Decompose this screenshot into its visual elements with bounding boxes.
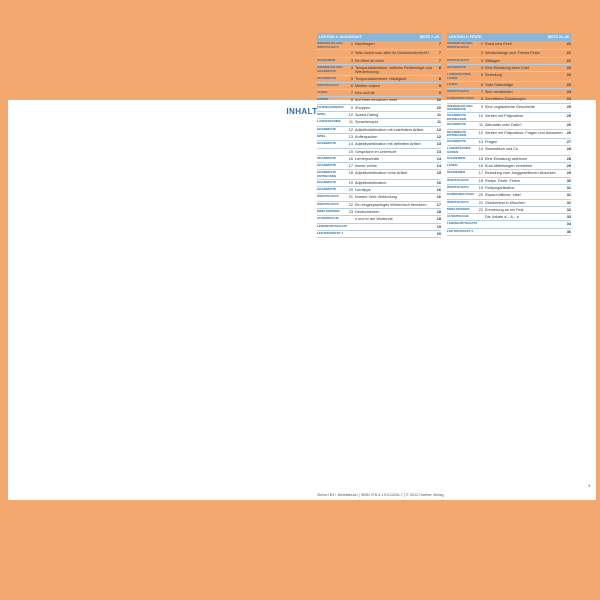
toc-page: 7 — [438, 42, 441, 46]
toc-number: 13 — [478, 140, 483, 145]
toc-row — [447, 130, 571, 139]
toc-page: 7 — [438, 51, 441, 56]
toc-row — [317, 149, 441, 156]
toc-category: WORTSCHATZ — [447, 177, 469, 182]
toc-number: 21 — [348, 195, 353, 200]
toc-category: WORTSCHATZ — [317, 194, 339, 199]
toc-text: Partyorganisation — [485, 186, 515, 190]
toc-number: 12 — [348, 127, 353, 132]
toc-row — [317, 170, 441, 179]
toc-row — [317, 105, 441, 112]
toc-page: 22 — [566, 73, 571, 78]
toc-row — [447, 229, 571, 236]
toc-text: Sprachenquiz — [355, 120, 379, 125]
toc-number: 22 — [478, 207, 483, 212]
toc-category: WIEDERHOLUNG WORTSCHATZ — [447, 41, 473, 49]
toc-number: 7 — [480, 90, 483, 94]
toc-number: 20 — [348, 188, 353, 193]
toc-page: 26 — [566, 130, 571, 135]
toc-page: 26 — [566, 123, 571, 128]
toc-category: LANDESKUNDE HÖREN — [447, 146, 471, 155]
toc-row — [447, 96, 571, 103]
toc-text: Temporaladverbien: Häufigkeit — [355, 76, 407, 81]
toc-category: GRAMMATIK ENTDECKEN — [317, 170, 337, 179]
toc-row — [447, 200, 571, 207]
toc-category: LESEN — [447, 81, 458, 86]
lesson-pages: SEITE 7–20 — [419, 35, 439, 39]
toc-text: Auf einer einsamen Insel — [355, 98, 397, 103]
toc-text: Oktoberfest in München — [485, 200, 526, 205]
toc-rows — [447, 41, 571, 236]
toc-row — [447, 156, 571, 163]
toc-category: GRAMMATIK — [447, 65, 467, 69]
toc-page: 32 — [566, 207, 571, 212]
toc-row — [447, 139, 571, 146]
toc-category: AUSSPRACHE — [447, 214, 469, 219]
toc-number: 23 — [348, 210, 353, 215]
toc-page: 19 — [436, 224, 441, 229]
toc-page: 17 — [436, 202, 441, 207]
toc-number: 5 — [350, 76, 353, 81]
toc-text: Adjektivdeklination mit definitem Artikel — [355, 142, 421, 147]
toc-text: Adjektivdeklination — [355, 180, 387, 185]
toc-row — [317, 97, 441, 104]
toc-category: WORTSCHATZ — [447, 185, 469, 189]
lesson-pages: SEITE 21–36 — [547, 35, 569, 39]
toc-page: 21 — [566, 42, 571, 46]
toc-number: 9 — [480, 104, 483, 109]
toc-row — [317, 141, 441, 148]
toc-category: SCHREIBEN — [447, 170, 466, 175]
toc-page: 8 — [438, 76, 441, 81]
toc-number: 5 — [480, 73, 483, 78]
toc-number: 10 — [478, 114, 483, 118]
toc-text: Adjektivdeklination mit indefinitem Artikel — [355, 127, 424, 132]
toc-row — [447, 122, 571, 129]
toc-number — [345, 231, 355, 232]
toc-page: 11 — [436, 120, 441, 125]
toc-page: 13 — [436, 142, 441, 147]
toc-page: 34 — [566, 222, 571, 227]
toc-row — [447, 221, 571, 228]
toc-category: LERNWORTSCHATZ — [447, 221, 478, 226]
toc-text: Erinnerung an ein Fest — [485, 207, 524, 212]
toc-category: SPIEL — [317, 112, 326, 117]
toc-page: 28 — [566, 147, 571, 152]
toc-row — [317, 41, 441, 50]
lesson-title: LEKTION 2: FESTE — [449, 35, 482, 39]
toc-page: 21 — [566, 51, 571, 56]
toc-number: 17 — [478, 171, 483, 176]
toc-page: 32 — [566, 200, 571, 205]
toc-text: Adjektivdeklination ohne Artikel — [355, 171, 408, 176]
toc-row — [447, 113, 571, 122]
toc-page: 27 — [566, 140, 571, 145]
toc-category: WORTSCHATZ — [447, 57, 469, 62]
toc-page: 16 — [436, 180, 441, 185]
toc-category: MEIN DOSSIER — [317, 209, 340, 214]
toc-number: 2 — [480, 51, 483, 56]
toc-text: Partys, Feste, Feiern — [485, 178, 521, 183]
toc-text: Deutschlernen — [355, 210, 380, 215]
toc-text: Etwas höflicher, bitte! — [485, 193, 521, 198]
toc-category — [447, 50, 475, 51]
toc-page: 16 — [436, 188, 441, 193]
toc-category: LEKTIONSTEST 1 — [317, 230, 344, 235]
toc-category: LANDESKUNDE LESEN — [447, 72, 471, 80]
toc-category — [317, 50, 345, 51]
toc-text: Fragen — [485, 140, 498, 145]
toc-page: 9 — [438, 83, 441, 88]
toc-page: 30 — [566, 178, 571, 183]
toc-category — [317, 149, 345, 150]
toc-row — [317, 119, 441, 126]
toc-text: Speed-Dating — [355, 113, 379, 118]
toc-page: 18 — [436, 210, 441, 215]
toc-row — [317, 231, 441, 238]
toc-row — [317, 65, 441, 76]
toc-category: LESEN — [447, 163, 458, 168]
toc-category: KOMMUNIKATION — [447, 96, 474, 101]
toc-row — [447, 82, 571, 89]
toc-text: Medien nutzen — [355, 83, 380, 88]
toc-category: GRAMMATIK — [317, 155, 337, 160]
toc-text: Einladung — [485, 73, 502, 78]
toc-page: 31 — [566, 186, 571, 190]
toc-number: 11 — [479, 123, 483, 128]
toc-number: 9 — [350, 105, 353, 110]
toc-number: 3 — [480, 58, 483, 63]
toc-number: 8 — [480, 97, 483, 102]
toc-page: 24 — [566, 90, 571, 94]
toc-category: WIEDERHOLUNG GRAMMATIK — [447, 103, 473, 112]
toc-category: SCHREIBEN — [317, 57, 336, 62]
toc-number — [475, 229, 485, 230]
toc-number: 3 — [350, 58, 353, 63]
toc-number: 11 — [349, 120, 353, 125]
toc-number: 6 — [350, 83, 353, 88]
toc-page: 28 — [566, 156, 571, 161]
toc-text: Shoppen — [355, 105, 371, 110]
footer-imprint: Sicher! B1+ Arbeitsbuch | ISBN 978-3-19-011206-7 | © 2012 Hueber Verlag — [317, 493, 444, 497]
toc-text: Eine Einladung ablehnen — [485, 156, 528, 161]
toc-category: WIEDERHOLUNG GRAMMATIK — [317, 65, 343, 73]
toc-category: HÖREN — [317, 97, 329, 102]
toc-row — [317, 209, 441, 216]
toc-text: Kofferpacken — [355, 134, 378, 139]
toc-category: WIEDERHOLUNG WORTSCHATZ — [317, 41, 343, 49]
toc-category: LEKTIONSTEST 2 — [447, 228, 474, 233]
toc-page: 24 — [566, 97, 571, 102]
toc-page: 10 — [436, 98, 441, 103]
toc-page: 15 — [436, 171, 441, 176]
toc-text: e und er am Wortende — [355, 217, 393, 222]
toc-text: Neu und alt — [355, 91, 375, 96]
toc-column-lektion-2 — [447, 33, 571, 236]
toc-category: SCHREIBEN — [447, 155, 466, 160]
toc-row — [317, 216, 441, 223]
toc-row — [447, 89, 571, 96]
toc-page: 11 — [436, 113, 441, 118]
page-title: INHALT — [286, 107, 318, 116]
toc-number: 7 — [350, 91, 353, 96]
toc-text: Was macht man alles im Deutschunterricht? — [355, 51, 430, 56]
lesson-title: LEKTION 1: IN KONTAKT — [319, 35, 362, 39]
toc-text: Wortschlange zum Thema Feste — [485, 51, 540, 56]
toc-number: 8 — [350, 98, 353, 103]
toc-row — [317, 127, 441, 134]
toc-page: 8 — [438, 66, 441, 70]
toc-page: 23 — [566, 82, 571, 87]
toc-page: 14 — [436, 156, 441, 161]
toc-page: 31 — [566, 193, 571, 198]
toc-category: GRAMMATIK ENTDECKEN — [447, 129, 467, 138]
toc-number: 1 — [350, 42, 353, 46]
toc-header — [317, 33, 441, 41]
toc-page: 20 — [436, 231, 441, 236]
toc-text: Nomen-Verb-Verbindung — [355, 195, 397, 200]
toc-number: 21 — [478, 200, 483, 205]
toc-category: GRAMMATIK — [317, 141, 337, 146]
toc-column-lektion-1 — [317, 33, 441, 238]
toc-category: GRAMMATIK — [317, 179, 337, 184]
toc-text: Lernerporträts — [355, 156, 379, 161]
toc-text: Kurz-Mitteilungen verstehen — [485, 164, 533, 169]
toc-text: Temporaladverbien: zeitliche Reihenfolge und Wiederholung — [355, 66, 432, 75]
toc-page: 36 — [566, 229, 571, 234]
toc-number: 19 — [478, 186, 483, 190]
toc-category: GRAMMATIK — [317, 163, 337, 168]
toc-category: SPIEL — [317, 133, 326, 138]
toc-text: Gute Ratschläge — [485, 82, 514, 87]
toc-row — [447, 146, 571, 155]
toc-number: 20 — [478, 193, 483, 198]
toc-page: 18 — [436, 217, 441, 222]
toc-page: 25 — [566, 104, 571, 109]
toc-text: Die Vokale a – ä – e — [485, 215, 519, 220]
toc-text: Rund ums Fest! — [485, 42, 512, 46]
toc-row — [317, 83, 441, 90]
toc-category: FILMSEQUENZEN — [317, 104, 344, 109]
toc-category: GRAMMATIK — [317, 187, 337, 192]
toc-row — [317, 163, 441, 170]
toc-number — [475, 221, 485, 222]
toc-number: 15 — [478, 156, 483, 161]
toc-category: KOMMUNIKATION — [447, 192, 474, 197]
toc-category: WORTSCHATZ — [317, 82, 339, 87]
toc-category: GRAMMATIK — [447, 139, 467, 144]
toc-number: 1 — [480, 42, 483, 46]
toc-row — [447, 207, 571, 214]
toc-text: Stammtisch und Co — [485, 147, 519, 152]
toc-page: 12 — [436, 134, 441, 139]
toc-row — [317, 58, 441, 65]
toc-number — [345, 216, 355, 217]
toc-number: 14 — [478, 147, 483, 152]
toc-text: Gespräche im Unterricht — [355, 149, 397, 154]
toc-page: 12 — [436, 127, 441, 132]
toc-text — [485, 221, 563, 222]
toc-number: 2 — [350, 51, 353, 56]
page-number: 3 — [588, 483, 591, 488]
toc-category: GRAMMATIK ENTDECKEN — [447, 113, 467, 121]
toc-text: Verben mit Präposition: Fragen und Antworten — [485, 130, 563, 135]
toc-category: GRAMMATIK — [317, 126, 337, 131]
toc-row — [317, 156, 441, 163]
toc-row — [317, 202, 441, 209]
toc-rows — [317, 41, 441, 238]
toc-row — [317, 134, 441, 141]
toc-row — [447, 170, 571, 177]
toc-text: Verben mit Präposition — [485, 114, 524, 118]
toc-text: Ein eingesprachiges Wörterbuch benutzen — [355, 202, 427, 207]
toc-row — [447, 72, 571, 81]
toc-page: 13 — [436, 149, 441, 154]
toc-category: LANDESKUNDE — [317, 119, 341, 124]
toc-text: Schriftliche Einladungen — [485, 97, 526, 102]
toc-row — [447, 41, 571, 50]
toc-page: 9 — [438, 91, 441, 96]
toc-category: LERNWORTSCHATZ — [317, 223, 348, 228]
toc-row — [447, 104, 571, 113]
toc-text: Lerntipps — [355, 188, 371, 193]
toc-page: 29 — [566, 164, 571, 169]
toc-number: 14 — [348, 142, 353, 147]
toc-number: 16 — [478, 164, 483, 169]
toc-row — [447, 185, 571, 192]
toc-page: 29 — [566, 171, 571, 176]
toc-number: 18 — [348, 171, 353, 176]
toc-page: 22 — [566, 66, 571, 70]
toc-category: LESEN — [317, 90, 328, 95]
toc-text: Stiftagen — [485, 58, 500, 63]
toc-row — [317, 90, 441, 97]
toc-text: Nachfragen — [355, 42, 375, 46]
toc-text: Immer online — [355, 164, 377, 169]
toc-row — [447, 178, 571, 185]
toc-row — [317, 180, 441, 187]
toc-row — [447, 192, 571, 199]
toc-text: Einladung zum Junggesellinnen-Abschied — [485, 171, 556, 176]
toc-number: 4 — [480, 66, 483, 70]
toc-row — [317, 194, 441, 201]
toc-text: Akkusativ oder Dativ? — [485, 123, 522, 128]
toc-category: AUSSPRACHE — [317, 216, 339, 221]
toc-row — [447, 163, 571, 170]
toc-row — [317, 50, 441, 57]
toc-row — [447, 65, 571, 72]
toc-number: 17 — [348, 164, 353, 169]
toc-page: 33 — [566, 215, 571, 220]
toc-row — [317, 187, 441, 194]
toc-text: Eine unglaubliche Geschichte — [485, 104, 536, 109]
toc-page: 21 — [566, 58, 571, 63]
toc-text: Ein Brief an mich — [355, 58, 384, 63]
toc-row — [447, 214, 571, 221]
toc-page: 25 — [566, 114, 571, 118]
toc-header — [447, 33, 571, 41]
toc-number: 22 — [348, 202, 353, 207]
toc-page: 7 — [438, 58, 441, 63]
toc-page: 14 — [436, 164, 441, 169]
toc-number: 4 — [350, 66, 353, 70]
toc-row — [317, 76, 441, 83]
toc-category: GRAMMATIK — [447, 122, 467, 127]
toc-number: 6 — [480, 82, 483, 87]
toc-page: 10 — [436, 105, 441, 110]
toc-category: GRAMMATIK — [317, 75, 337, 80]
toc-number — [475, 214, 485, 215]
toc-category: WORTSCHATZ — [317, 201, 339, 206]
toc-row — [447, 58, 571, 65]
toc-number: 13 — [348, 134, 353, 139]
toc-category: MEIN DOSSIER — [447, 206, 470, 211]
toc-text — [355, 231, 433, 232]
toc-row — [447, 50, 571, 57]
toc-text — [485, 229, 563, 230]
toc-page: 16 — [436, 195, 441, 200]
toc-category: WORTSCHATZ — [447, 89, 469, 93]
toc-category: WORTSCHATZ — [447, 199, 469, 204]
toc-row — [317, 224, 441, 231]
toc-text: Eine Einladung beim Chef — [485, 66, 529, 70]
toc-number: 19 — [348, 180, 353, 185]
toc-number: 15 — [348, 149, 353, 154]
toc-row — [317, 112, 441, 119]
toc-text: Sich verabreden — [485, 90, 513, 94]
toc-number — [345, 224, 355, 225]
toc-number: 18 — [478, 178, 483, 183]
toc-number: 16 — [348, 156, 353, 161]
toc-text — [355, 224, 433, 225]
toc-number: 12 — [478, 130, 483, 135]
toc-number: 10 — [348, 113, 353, 118]
